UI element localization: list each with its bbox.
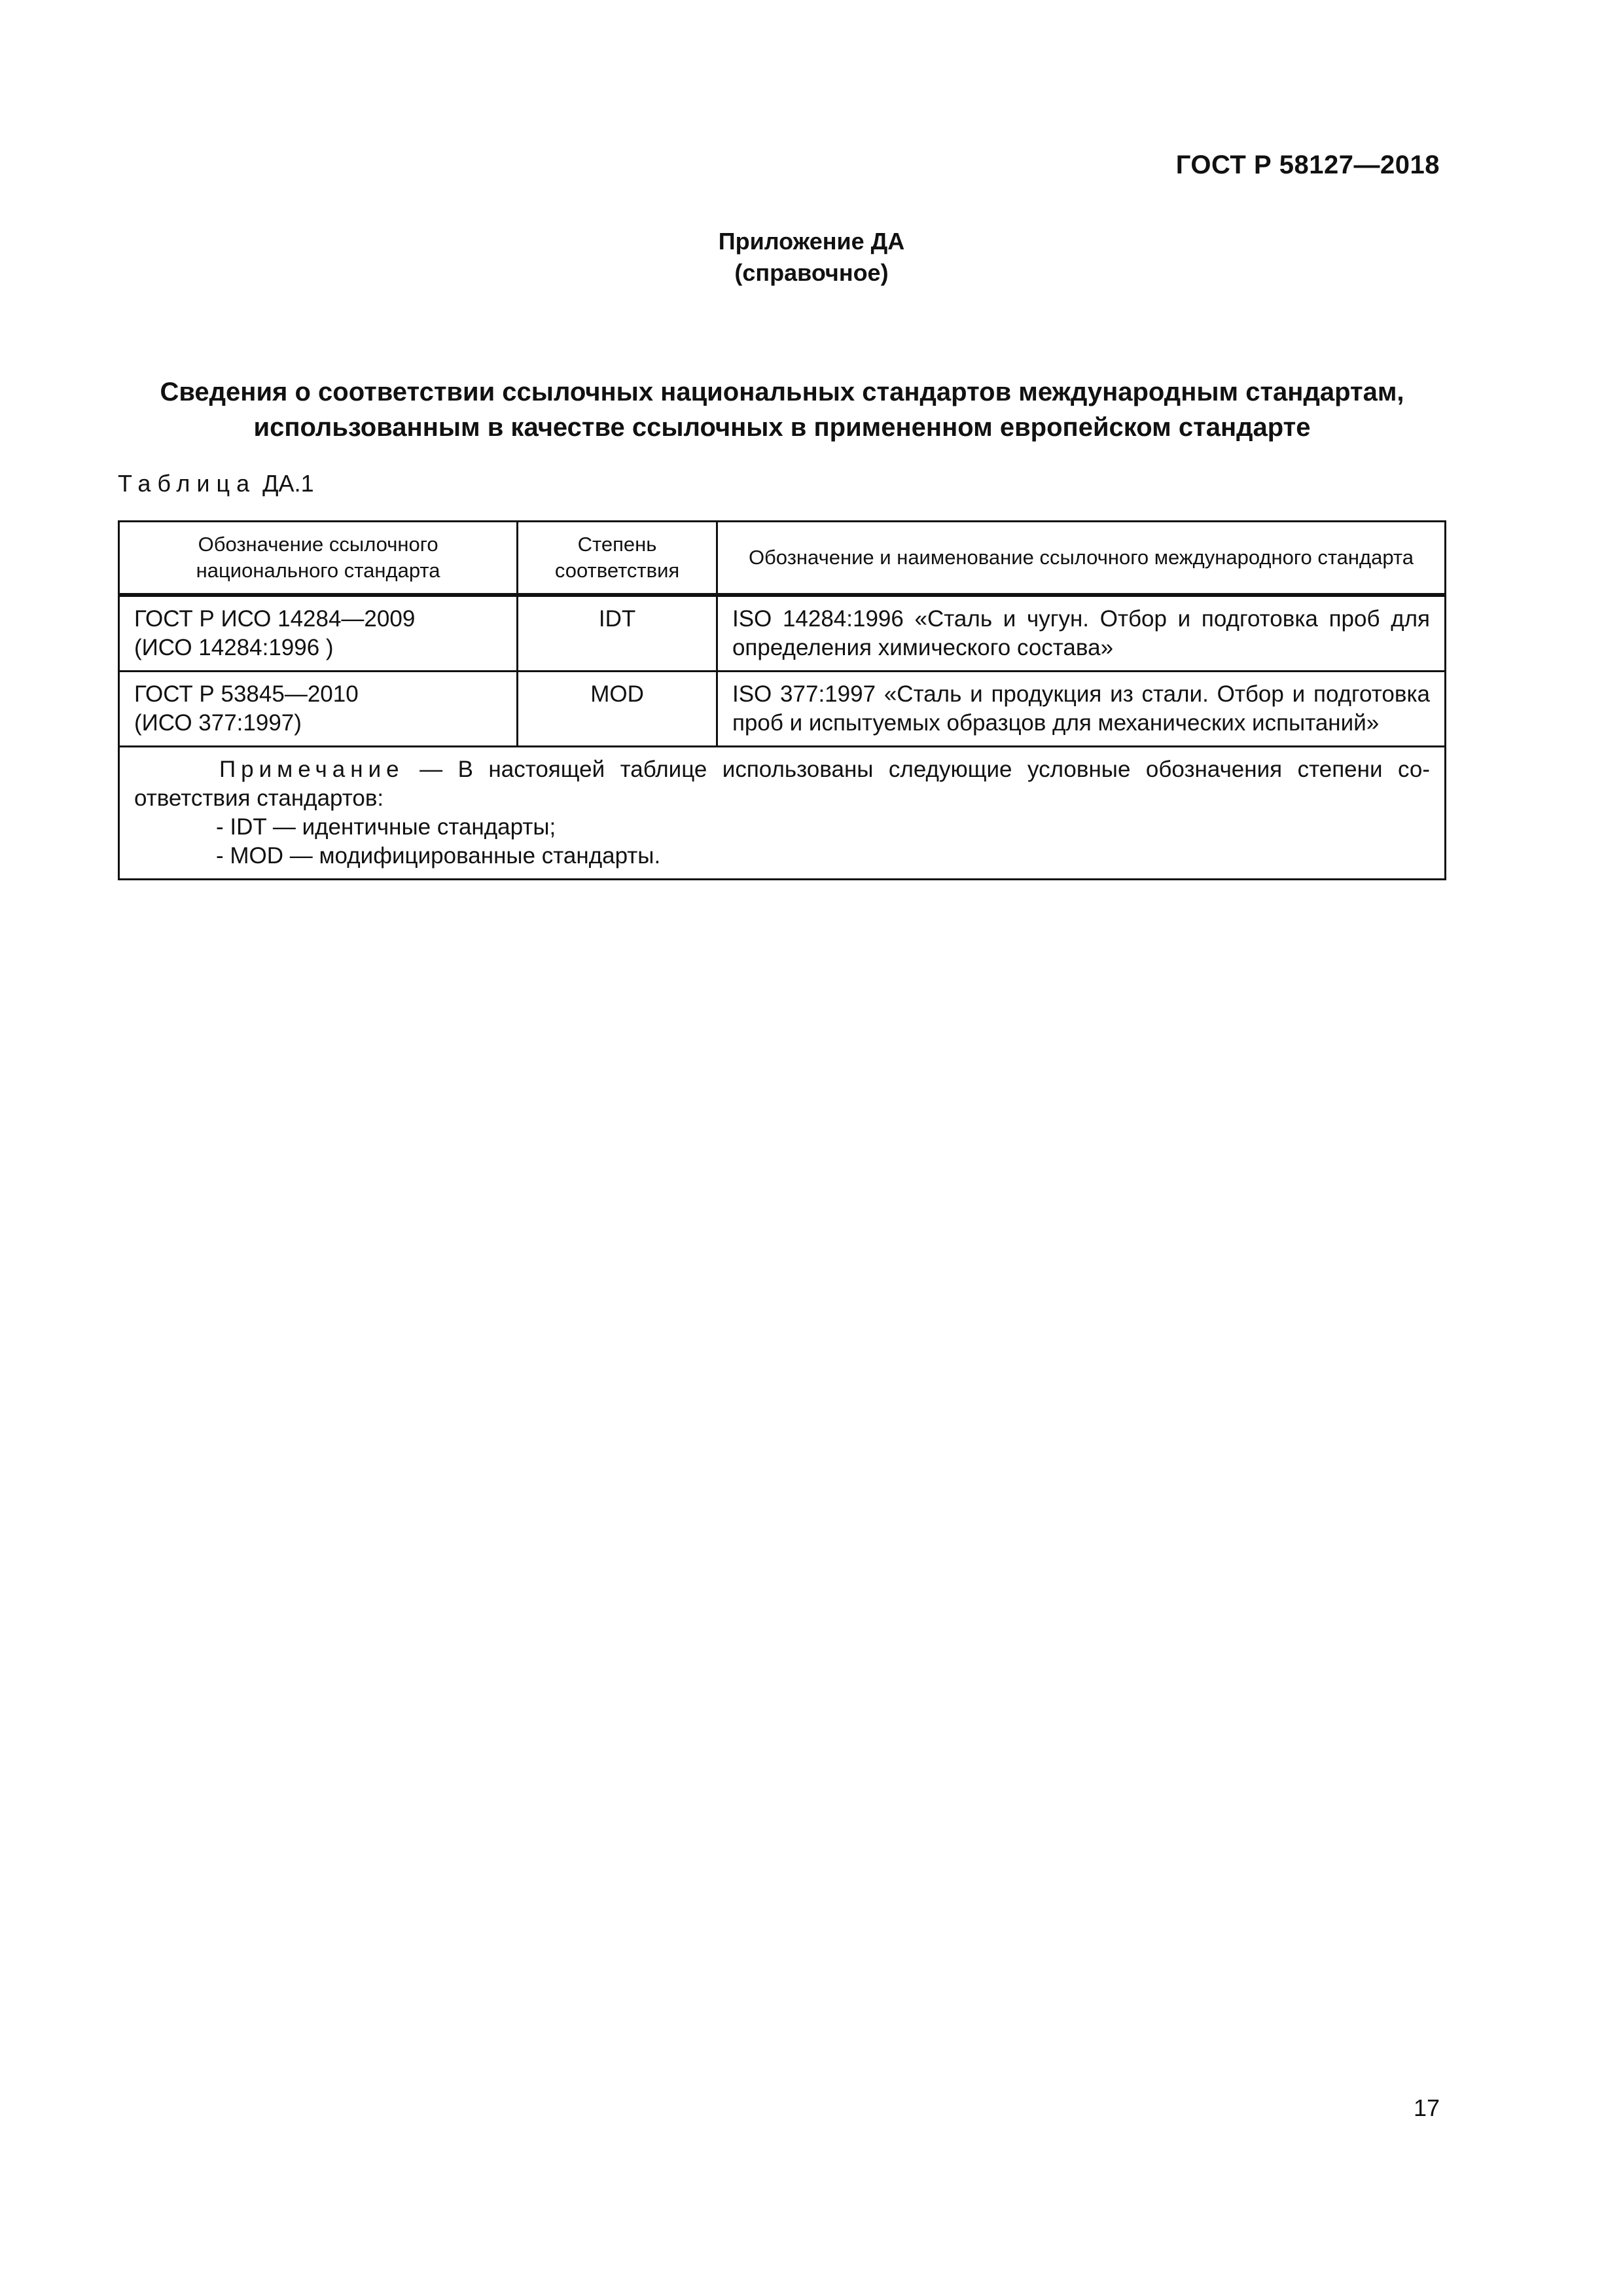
- national-standard-code: ГОСТ Р 53845—2010: [134, 681, 359, 707]
- table-header-row: [119, 522, 1446, 596]
- table-row: [119, 672, 1446, 747]
- international-standard-cell: ISO 14284:1996 «Сталь и чугун. Отбор и подготовка проб для определения химического состава»: [717, 595, 1445, 672]
- national-standard-equivalent: (ИСО 14284:1996 ): [134, 635, 334, 660]
- table-row: [119, 595, 1446, 672]
- section-heading-line-2: использованным в качестве ссылочных в примененном европейском стандарте: [253, 413, 1311, 442]
- international-standard-cell: ISO 377:1997 «Сталь и продукция из стали. Отбор и подготовка проб и испытуемых образцов для механических испытаний»: [717, 672, 1445, 747]
- national-standard-cell: [119, 672, 518, 747]
- page-number: 17: [1413, 2094, 1440, 2121]
- document-code: ГОСТ Р 58127—2018: [1175, 151, 1440, 179]
- standards-table: [118, 520, 1446, 880]
- degree-cell: MOD: [518, 672, 717, 747]
- section-heading-line-1: Сведения о соответствии ссылочных национальных стандартов международным стандартам,: [160, 378, 1404, 406]
- column-header-national: Обозначение ссылочного национального стандарта: [119, 522, 518, 596]
- appendix-title: Приложение ДА: [718, 228, 905, 255]
- note-paragraph: [134, 755, 1430, 813]
- note-item-idt: - IDT — идентичные стандарты;: [216, 814, 556, 840]
- national-standard-cell: [119, 595, 518, 672]
- degree-cell: IDT: [518, 595, 717, 672]
- appendix-subtitle: (справочное): [734, 259, 889, 286]
- table-caption-number: ДА.1: [262, 470, 314, 497]
- national-standard-code: ГОСТ Р ИСО 14284—2009: [134, 606, 416, 632]
- table-caption-label: Таблица: [118, 470, 257, 497]
- note-text: — В настоящей таблице использованы следующие условные обозначения степени соответствия стандартов:: [134, 757, 1430, 811]
- column-header-international: Обозначение и наименование ссылочного международного стандарта: [717, 522, 1445, 596]
- table-note-row: [119, 747, 1446, 880]
- national-standard-equivalent: (ИСО 377:1997): [134, 710, 302, 736]
- column-header-degree: Степень соответствия: [518, 522, 717, 596]
- appendix-block: [0, 226, 1623, 289]
- note-item-mod: - MOD — модифицированные стандарты.: [216, 843, 661, 869]
- section-heading: [118, 374, 1446, 445]
- table-note: [119, 747, 1446, 880]
- table-caption: [118, 470, 314, 497]
- note-label: Примечание: [219, 757, 404, 782]
